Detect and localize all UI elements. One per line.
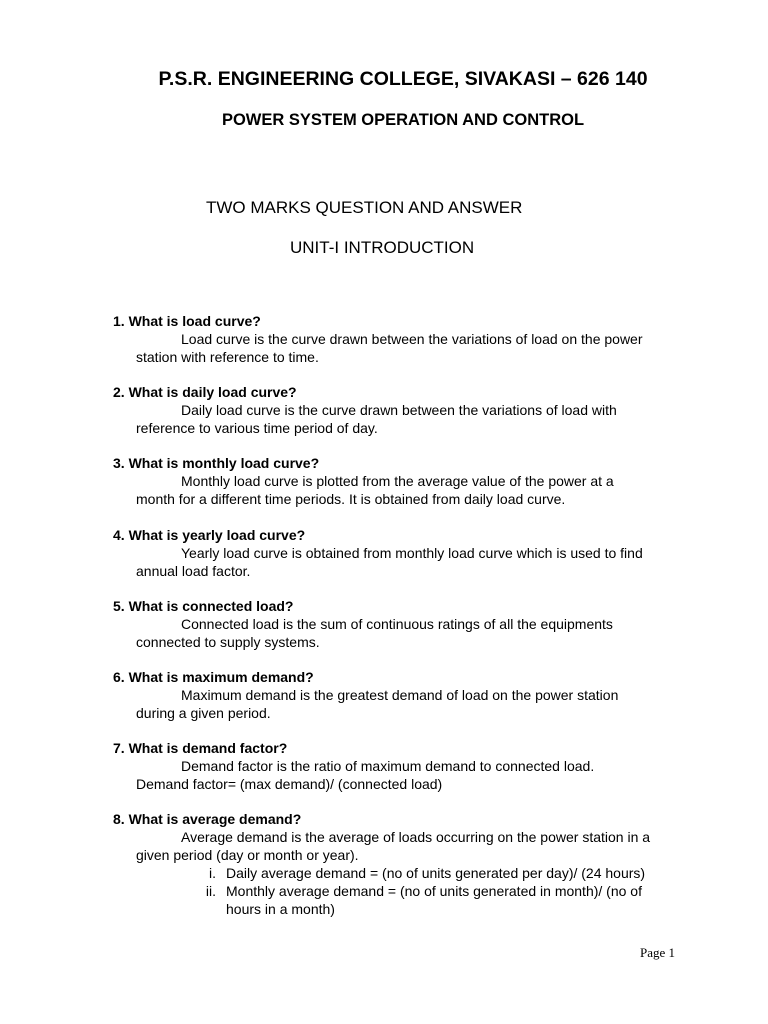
list-marker: i. [209, 865, 216, 881]
list-marker: ii. [205, 883, 216, 899]
college-name: P.S.R. ENGINEERING COLLEGE, SIVAKASI – 626 140 [158, 68, 648, 90]
demand-factor-formula: Demand factor= (max demand)/ (connected load) [136, 776, 443, 792]
unit-title: UNIT-I INTRODUCTION [290, 238, 475, 257]
subject-title: POWER SYSTEM OPERATION AND CONTROL [221, 111, 585, 129]
answer-text: Load curve is the curve drawn between the variations of load on the power station with reference to time. [136, 331, 643, 365]
qa-item-1 [113, 312, 653, 366]
list-item-text: Monthly average demand = (no of units generated in month)/ (no of hours in a month) [226, 883, 642, 917]
qa-item-6 [113, 668, 653, 722]
qa-item-3 [113, 454, 653, 508]
answer-text: Maximum demand is the greatest demand of load on the power station during a given period. [136, 687, 619, 721]
list-item [113, 864, 653, 882]
answer-text: Connected load is the sum of continuous ratings of all the equipments connected to supply systems. [136, 616, 613, 650]
qa-item-4 [113, 526, 653, 580]
question-heading: 6. What is maximum demand? [113, 669, 314, 685]
question-heading: 8. What is average demand? [113, 811, 302, 827]
answer-text: Daily load curve is the curve drawn between the variations of load with reference to various time period of day. [136, 402, 617, 436]
answer-text: Average demand is the average of loads occurring on the power station in a given period (day or month or year). [136, 829, 651, 863]
question-heading: 3. What is monthly load curve? [113, 455, 320, 471]
section-title: TWO MARKS QUESTION AND ANSWER [206, 198, 523, 217]
answer-text: Monthly load curve is plotted from the average value of the power at a month for a different time periods. It is obtained from daily load curve. [136, 473, 614, 507]
answer-text: Demand factor is the ratio of maximum demand to connected load. [181, 758, 595, 774]
question-heading: 1. What is load curve? [113, 313, 261, 329]
question-heading: 4. What is yearly load curve? [113, 527, 306, 543]
qa-item-8 [113, 810, 653, 918]
list-item [113, 882, 653, 918]
question-heading: 2. What is daily load curve? [113, 384, 297, 400]
answer-text: Yearly load curve is obtained from monthly load curve which is used to find annual load factor. [136, 545, 643, 579]
qa-item-7 [113, 739, 653, 793]
list-item-text: Daily average demand = (no of units generated per day)/ (24 hours) [226, 865, 646, 881]
average-demand-list [113, 864, 653, 918]
question-heading: 5. What is connected load? [113, 598, 294, 614]
qa-item-2 [113, 383, 653, 437]
qa-item-5 [113, 597, 653, 651]
page-number: Page 1 [640, 945, 676, 960]
question-heading: 7. What is demand factor? [113, 740, 288, 756]
